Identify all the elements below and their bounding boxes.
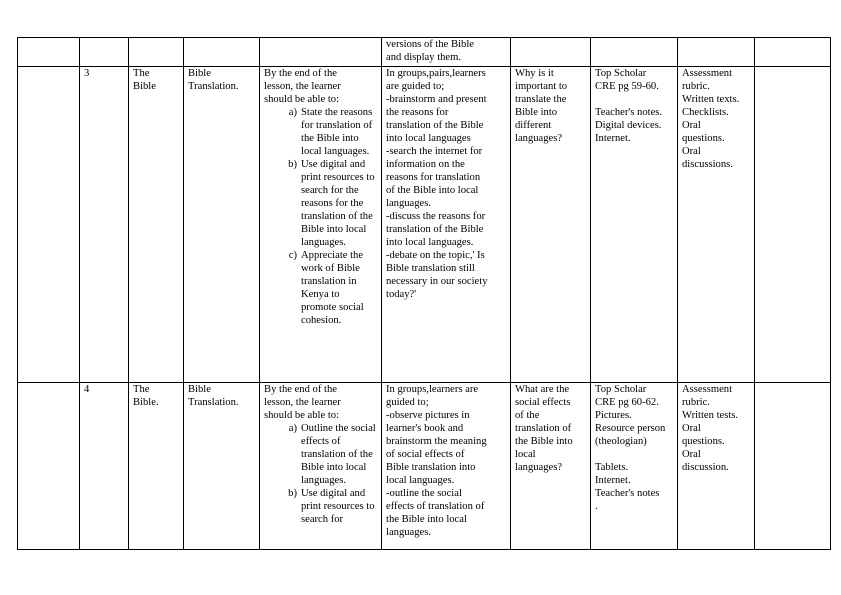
learning-resources-cell (591, 67, 678, 383)
lesson-text: 4 (84, 384, 90, 395)
list-marker: b) (288, 488, 297, 499)
outcomes-list (264, 106, 377, 327)
outcome-text: Outline the social effects of translation of the Bible into local languages. (301, 423, 376, 486)
list-item (264, 487, 377, 526)
list-item (264, 106, 377, 158)
inquiry-question-cell (511, 383, 591, 550)
sub-strand-text: Bible Translation. (188, 68, 239, 92)
remarks-cell (755, 67, 831, 383)
list-marker: c) (288, 250, 297, 261)
learning-resources-cell (591, 38, 678, 67)
list-item (264, 158, 377, 249)
strand-cell (129, 67, 184, 383)
strand-text: The Bible. (133, 384, 159, 408)
outcome-text: Use digital and print resources to search for the reasons for the translation of the Bible into local languages. (301, 159, 375, 248)
sub-strand-cell (184, 67, 260, 383)
strand-cell (129, 383, 184, 550)
learning-resources-text: Top Scholar CRE pg 60-62. Pictures. Resource person (theologian) Tablets. Internet. Teacher's notes . (595, 384, 666, 512)
outcome-text: Appreciate the work of Bible translation in Kenya to promote social cohesion. (301, 250, 364, 326)
lesson-cell (80, 383, 129, 550)
learning-resources-cell (591, 383, 678, 550)
learning-outcomes-cell (260, 38, 382, 67)
list-item (264, 249, 377, 327)
scheme-of-work-table (17, 37, 831, 550)
sub-strand-cell (184, 38, 260, 67)
list-marker: a) (288, 423, 297, 434)
learning-resources-text: Top Scholar CRE pg 59-60. Teacher's notes. Digital devices. Internet. (595, 68, 663, 144)
assessment-text: Assessment rubric. Written tests. Oral questions. Oral discussion. (682, 384, 739, 473)
learning-experiences-text: In groups,learners are guided to; -observe pictures in learner's book and brainstorm the meaning of social effects of Bible translation into local languages. -outline the social effects of translation of the Bible into local languages. (386, 384, 487, 538)
learning-experiences-text: In groups,pairs,learners are guided to; -brainstorm and present the reasons for translation of the Bible into local languages -search the internet for information on the reasons for translation of the Bible into local languages. -discuss the reasons for translation of the Bible into local languages. -debate on the topic,' Is Bible translation still necessary in our society today?' (386, 68, 488, 300)
inquiry-question-cell (511, 38, 591, 67)
assessment-cell (678, 67, 755, 383)
week-cell (18, 38, 80, 67)
sub-strand-cell (184, 383, 260, 550)
inquiry-question-text: What are the social effects of the translation of the Bible into local languages? (515, 384, 573, 473)
learning-outcomes-cell (260, 383, 382, 550)
list-marker: b) (288, 159, 297, 170)
learning-outcomes-cell (260, 67, 382, 383)
outcome-text: Use digital and print resources to search for (301, 488, 375, 525)
remarks-cell (755, 38, 831, 67)
outcomes-intro: By the end of the lesson, the learner should be able to: (264, 384, 341, 421)
assessment-cell (678, 38, 755, 67)
learning-experiences-cell (382, 383, 511, 550)
assessment-cell (678, 383, 755, 550)
learning-experiences-cell (382, 38, 511, 67)
inquiry-question-text: Why is it important to translate the Bible into different languages? (515, 68, 568, 144)
table-row (18, 383, 831, 550)
strand-cell (129, 38, 184, 67)
list-item (264, 422, 377, 487)
week-cell (18, 67, 80, 383)
sub-strand-text: Bible Translation. (188, 384, 239, 408)
strand-text: The Bible (133, 68, 156, 92)
learning-experiences-text: versions of the Bible and display them. (386, 39, 474, 63)
outcomes-list (264, 422, 377, 526)
remarks-cell (755, 383, 831, 550)
learning-experiences-cell (382, 67, 511, 383)
week-cell (18, 383, 80, 550)
outcome-text: State the reasons for translation of the Bible into local languages. (301, 107, 373, 157)
table-row (18, 38, 831, 67)
lesson-cell (80, 67, 129, 383)
assessment-text: Assessment rubric. Written texts. Checklists. Oral questions. Oral discussions. (682, 68, 740, 170)
inquiry-question-cell (511, 67, 591, 383)
list-marker: a) (288, 107, 297, 118)
table-row (18, 67, 831, 383)
lesson-text: 3 (84, 68, 90, 79)
lesson-cell (80, 38, 129, 67)
outcomes-intro: By the end of the lesson, the learner should be able to: (264, 68, 341, 105)
